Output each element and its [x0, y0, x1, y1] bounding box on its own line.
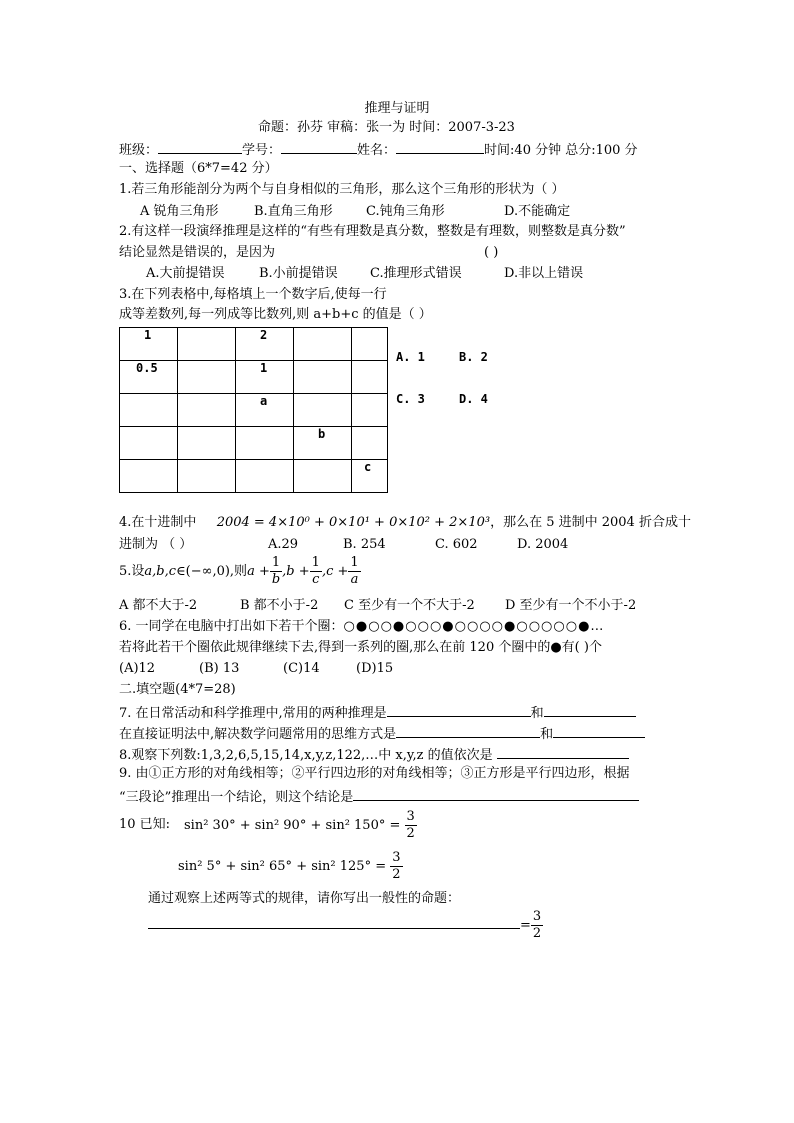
- grid-cell: a: [236, 394, 294, 427]
- q5-term2: ,b +: [282, 564, 310, 579]
- q7-text: 7. 在日常活动和科学推理中,常用的两种推理是: [119, 706, 387, 721]
- grid-cell: [352, 427, 388, 460]
- grid-cell: 2: [236, 328, 294, 361]
- q5-option-b: B 都不小于-2: [240, 598, 319, 613]
- q3-line2: 成等差数列,每一列成等比数列,则 a+b+c 的值是（ ）: [119, 307, 432, 322]
- grid-cell: [120, 427, 178, 460]
- grid-cell: [294, 460, 352, 493]
- q3-grid: [119, 327, 388, 493]
- q2-paren: ( ): [484, 245, 499, 260]
- grid-cell: 0.5: [120, 361, 178, 394]
- q3-line1: 3.在下列表格中,每格填上一个数字后,使每一行: [119, 287, 387, 302]
- q7-and-2: 和: [540, 727, 554, 742]
- q7-line1: [119, 702, 636, 723]
- q10-label: 10 已知:: [119, 817, 171, 832]
- q5-vars: a,b,c: [144, 564, 177, 579]
- name-blank[interactable]: [396, 139, 484, 154]
- grid-row: [120, 427, 388, 460]
- grid-cell: [120, 460, 178, 493]
- class-blank[interactable]: [158, 139, 242, 154]
- q3-option-c: C. 3: [396, 392, 425, 406]
- grid-cell: [352, 394, 388, 427]
- q5-fraction-3: $\frac{1}{a}$: [350, 555, 359, 587]
- grid-cell: b: [294, 427, 352, 460]
- grid-row: [120, 460, 388, 493]
- q10-prompt: 通过观察上述两等式的规律，请你写出一般性的命题：: [148, 891, 461, 906]
- q8-text: 8.观察下列数:1,3,2,6,5,15,14,x,y,z,122,…中 x,y,z 的值依次是: [119, 748, 493, 763]
- q4-option-b: B. 254: [343, 537, 386, 552]
- q10-equation-1: [184, 809, 417, 842]
- q5-domain: ∈(−∞,0),则: [176, 564, 248, 579]
- grid-cell: [178, 460, 236, 493]
- q6-option-a: (A)12: [119, 661, 156, 676]
- q7-blank-4[interactable]: [553, 723, 645, 738]
- q10-eq2-fraction: $\frac{3}{2}$: [392, 850, 401, 882]
- q7-line2-text: 在直接证明法中,解决数学问题常用的思维方式是: [119, 727, 397, 742]
- q7-line2: [119, 723, 645, 744]
- q5-line1: [119, 555, 361, 588]
- q5-fraction-2: $\frac{1}{c}$: [311, 555, 320, 587]
- grid-row: [120, 328, 388, 361]
- time-score-label: 时间:40 分钟 总分:100 分: [484, 143, 638, 158]
- student-info-line: [119, 139, 638, 160]
- q7-blank-1[interactable]: [387, 702, 531, 717]
- q8-blank[interactable]: [497, 744, 629, 759]
- grid-cell: [352, 361, 388, 394]
- q4-suffix: ，那么在 5 进制中 2004 折合成十: [490, 515, 691, 530]
- q3-option-d: D. 4: [459, 392, 488, 406]
- q5-term1: a +: [247, 564, 270, 579]
- q3-option-a: A. 1: [396, 350, 425, 364]
- page-title: 推理与证明: [364, 101, 430, 116]
- q5-term3: ,c +: [321, 564, 349, 579]
- q2-line1: 2.有这样一段演绎推理是这样的“有些有理数是真分数，整数是有理数，则整数是真分数”: [119, 224, 626, 239]
- grid-cell: 1: [236, 361, 294, 394]
- q4-formula: 2004 = 4×10⁰ + 0×10¹ + 0×10² + 2×10³: [216, 515, 491, 530]
- q5-option-a: A 都不大于-2: [119, 598, 198, 613]
- q10-eq2-text: sin² 5° + sin² 65° + sin² 125° =: [178, 859, 387, 874]
- q10-answer-fraction: $\frac{3}{2}$: [532, 909, 542, 941]
- q5-fraction-1: $\frac{1}{b}$: [271, 555, 281, 587]
- q6-option-c: (C)14: [283, 661, 320, 676]
- number-label: 学号：: [242, 143, 282, 158]
- grid-cell: c: [352, 460, 388, 493]
- grid-cell: [178, 328, 236, 361]
- q2-line2: 结论显然是错误的，是因为: [119, 245, 276, 260]
- q1-text: 1.若三角形能剖分为两个与自身相似的三角形，那么这个三角形的形状为（ ）: [119, 182, 565, 197]
- q2-option-b: B.小前提错误: [259, 266, 338, 281]
- name-label: 姓名：: [357, 143, 397, 158]
- q8-line: [119, 744, 629, 765]
- q9-line1: 9. 由①正方形的对角线相等；②平行四边形的对角线相等；③正方形是平行四边形，根据: [119, 766, 630, 781]
- grid-cell: [294, 328, 352, 361]
- q5-option-c: C 至少有一个不大于-2: [344, 598, 475, 613]
- number-blank[interactable]: [281, 139, 357, 154]
- q4-option-c: C. 602: [435, 537, 478, 552]
- author-info: 命题：孙芬 审稿：张一为 时间：2007-3-23: [258, 120, 515, 135]
- grid-row: [120, 361, 388, 394]
- q7-and: 和: [530, 706, 544, 721]
- q2-option-c: C.推理形式错误: [370, 266, 462, 281]
- q10-equation-2: [178, 850, 403, 883]
- q10-eq1-fraction: $\frac{3}{2}$: [406, 809, 415, 841]
- q5-option-d: D 至少有一个不小于-2: [505, 598, 637, 613]
- q1-option-a: A 锐角三角形: [140, 204, 219, 219]
- q1-option-d: D.不能确定: [504, 204, 571, 219]
- q3-option-b: B. 2: [459, 350, 488, 364]
- class-label: 班级：: [119, 143, 159, 158]
- grid-cell: [178, 427, 236, 460]
- q6-line2: 若将此若干个圈依此规律继续下去,得到一系列的圈,那么在前 120 个圈中的●有( )个: [119, 640, 602, 655]
- grid-cell: [236, 427, 294, 460]
- q10-equals: =: [520, 918, 531, 933]
- q6-option-d: (D)15: [356, 661, 394, 676]
- q6-line1: [119, 618, 604, 636]
- q6-circle-sequence: ○●○○●○○○●○○○○●○○○○○●…: [343, 619, 605, 634]
- q4-prefix: 4.在十进制中: [119, 515, 197, 530]
- grid-cell: [294, 361, 352, 394]
- grid-cell: [236, 460, 294, 493]
- q4-line2: 进制为 （ ）: [119, 537, 193, 552]
- q9-text: “三段论”推理出一个结论，则这个结论是: [119, 790, 354, 805]
- grid-cell: [352, 328, 388, 361]
- section2-heading: 二.填空题(4*7=28): [119, 682, 236, 697]
- q4-option-a: A.29: [268, 537, 299, 552]
- q1-option-b: B.直角三角形: [254, 204, 333, 219]
- q6-option-b: (B) 13: [199, 661, 240, 676]
- grid-cell: [178, 394, 236, 427]
- grid-cell: [294, 394, 352, 427]
- grid-cell: 1: [120, 328, 178, 361]
- q2-option-a: A.大前提错误: [146, 266, 225, 281]
- q9-blank[interactable]: [353, 786, 639, 801]
- q6-text: 6. 一同学在电脑中打出如下若干个圈：: [119, 619, 344, 634]
- q5-prefix: 5.设: [119, 564, 145, 579]
- q4-line1: [119, 514, 691, 532]
- q4-option-d: D. 2004: [517, 537, 569, 552]
- grid-cell: [178, 361, 236, 394]
- q10-blank[interactable]: [148, 914, 520, 929]
- grid-cell: [120, 394, 178, 427]
- q1-option-c: C.钝角三角形: [366, 204, 445, 219]
- section1-heading: 一、选择题（6*7=42 分）: [119, 161, 278, 176]
- grid-row: [120, 394, 388, 427]
- q10-answer-line: [148, 909, 543, 942]
- q9-line2: [119, 786, 639, 807]
- q2-option-d: D.非以上错误: [504, 266, 584, 281]
- q10-eq1-text: sin² 30° + sin² 90° + sin² 150° =: [184, 818, 401, 833]
- q7-blank-3[interactable]: [396, 723, 540, 738]
- q7-blank-2[interactable]: [544, 702, 636, 717]
